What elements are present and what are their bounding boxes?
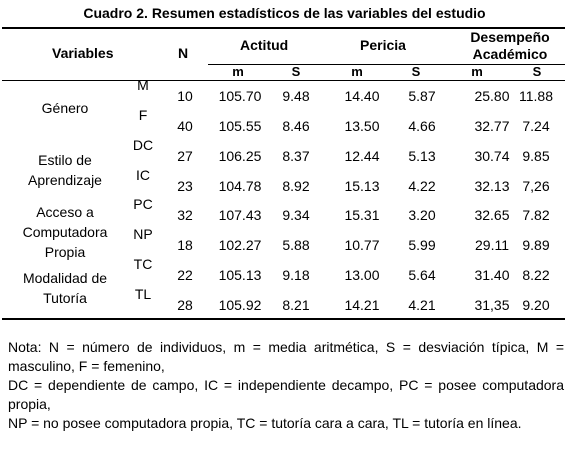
- subheader-m: m: [232, 64, 244, 79]
- stat-value: 8.37: [282, 148, 310, 164]
- stat-value: 15.13: [344, 178, 380, 194]
- stat-value: 9.89: [522, 237, 550, 253]
- subheader-rule: [2, 80, 565, 81]
- stat-value: 105.13: [218, 267, 262, 283]
- stat-value: 5.88: [282, 237, 310, 253]
- subheader-m: m: [351, 64, 363, 79]
- stat-value: 31,35: [474, 297, 510, 313]
- category-code: DC: [132, 137, 154, 153]
- bottom-rule: [2, 318, 565, 320]
- stat-value: 9.48: [282, 88, 310, 104]
- stat-value: 32.65: [474, 207, 510, 223]
- n-value: 40: [177, 118, 193, 134]
- stat-value: 7,26: [522, 178, 550, 194]
- stat-value: 14.21: [344, 297, 380, 313]
- header-desempeno: Desempeño Académico: [470, 29, 550, 62]
- stat-value: 5.87: [408, 88, 436, 104]
- category-code: IC: [136, 167, 150, 183]
- stat-value: 105.92: [218, 297, 262, 313]
- stat-value: 31.40: [474, 267, 510, 283]
- n-value: 18: [177, 237, 193, 253]
- variable-group-label: Género: [41, 100, 89, 116]
- header-rule: [208, 64, 565, 65]
- stat-value: 8.21: [282, 297, 310, 313]
- subheader-s: S: [291, 64, 301, 79]
- stat-value: 14.40: [344, 88, 380, 104]
- stat-value: 10.77: [344, 237, 380, 253]
- stat-value: 8.22: [522, 267, 550, 283]
- n-value: 28: [177, 297, 193, 313]
- subheader-s: S: [532, 64, 542, 79]
- stat-value: 11.88: [519, 88, 553, 104]
- category-code: TC: [133, 256, 153, 272]
- stat-value: 5.64: [408, 267, 436, 283]
- stat-value: 7.82: [522, 207, 550, 223]
- stat-value: 5.13: [408, 148, 436, 164]
- category-code: M: [137, 77, 149, 93]
- stat-value: 9.34: [282, 207, 310, 223]
- category-code: PC: [133, 196, 153, 212]
- stat-value: 7.24: [522, 118, 550, 134]
- stat-value: 4.21: [408, 297, 436, 313]
- stat-value: 4.66: [408, 118, 436, 134]
- stat-value: 107.43: [218, 207, 262, 223]
- stat-value: 102.27: [218, 237, 262, 253]
- stat-value: 104.78: [218, 178, 262, 194]
- n-value: 32: [177, 207, 193, 223]
- stat-value: 30.74: [474, 148, 510, 164]
- stat-value: 25.80: [474, 88, 510, 104]
- n-value: 22: [177, 267, 193, 283]
- variable-group-label: Modalidad de Tutoría: [22, 270, 108, 306]
- stat-value: 12.44: [344, 148, 380, 164]
- note-line: Nota: N = número de individuos, m = media aritmética, S = desviación típica, M = masculino, F = femenino,: [8, 339, 564, 374]
- stat-value: 9.18: [282, 267, 310, 283]
- stat-value: 4.22: [408, 178, 436, 194]
- category-code: TL: [134, 286, 152, 302]
- stat-value: 9.85: [522, 148, 550, 164]
- variable-group-label: Estilo de Aprendizaje: [28, 152, 102, 188]
- category-code: F: [138, 107, 148, 123]
- n-value: 23: [177, 178, 193, 194]
- variable-group-label: Acceso a Computadora Propia: [22, 204, 108, 260]
- stat-value: 9.20: [522, 297, 550, 313]
- note-line: DC = dependiente de campo, IC = independiente decampo, PC = posee computadora propia,: [8, 377, 564, 412]
- table-title: Cuadro 2. Resumen estadísticos de las variables del estudio: [83, 5, 486, 21]
- stat-value: 15.31: [344, 207, 380, 223]
- note-line: NP = no posee computadora propia, TC = tutoría cara a cara, TL = tutoría en línea.: [8, 415, 522, 431]
- stat-value: 3.20: [408, 207, 436, 223]
- subheader-m: m: [471, 64, 483, 79]
- header-variables: Variables: [52, 45, 114, 61]
- stat-value: 105.70: [218, 88, 262, 104]
- header-actitud: Actitud: [240, 37, 289, 53]
- category-code: NP: [133, 226, 153, 242]
- stat-value: 13.50: [344, 118, 380, 134]
- stat-value: 32.77: [474, 118, 510, 134]
- stat-value: 13.00: [344, 267, 380, 283]
- header-n: N: [178, 45, 189, 61]
- stat-value: 8.46: [282, 118, 310, 134]
- n-value: 10: [177, 88, 193, 104]
- header-pericia: Pericia: [360, 37, 406, 53]
- footnote: [8, 338, 564, 433]
- stat-value: 29.11: [475, 237, 509, 253]
- stat-value: 105.55: [218, 118, 262, 134]
- n-value: 27: [177, 148, 193, 164]
- subheader-s: S: [411, 64, 421, 79]
- stat-value: 5.99: [408, 237, 436, 253]
- stat-value: 106.25: [218, 148, 262, 164]
- stat-value: 8.92: [282, 178, 310, 194]
- stat-value: 32.13: [474, 178, 510, 194]
